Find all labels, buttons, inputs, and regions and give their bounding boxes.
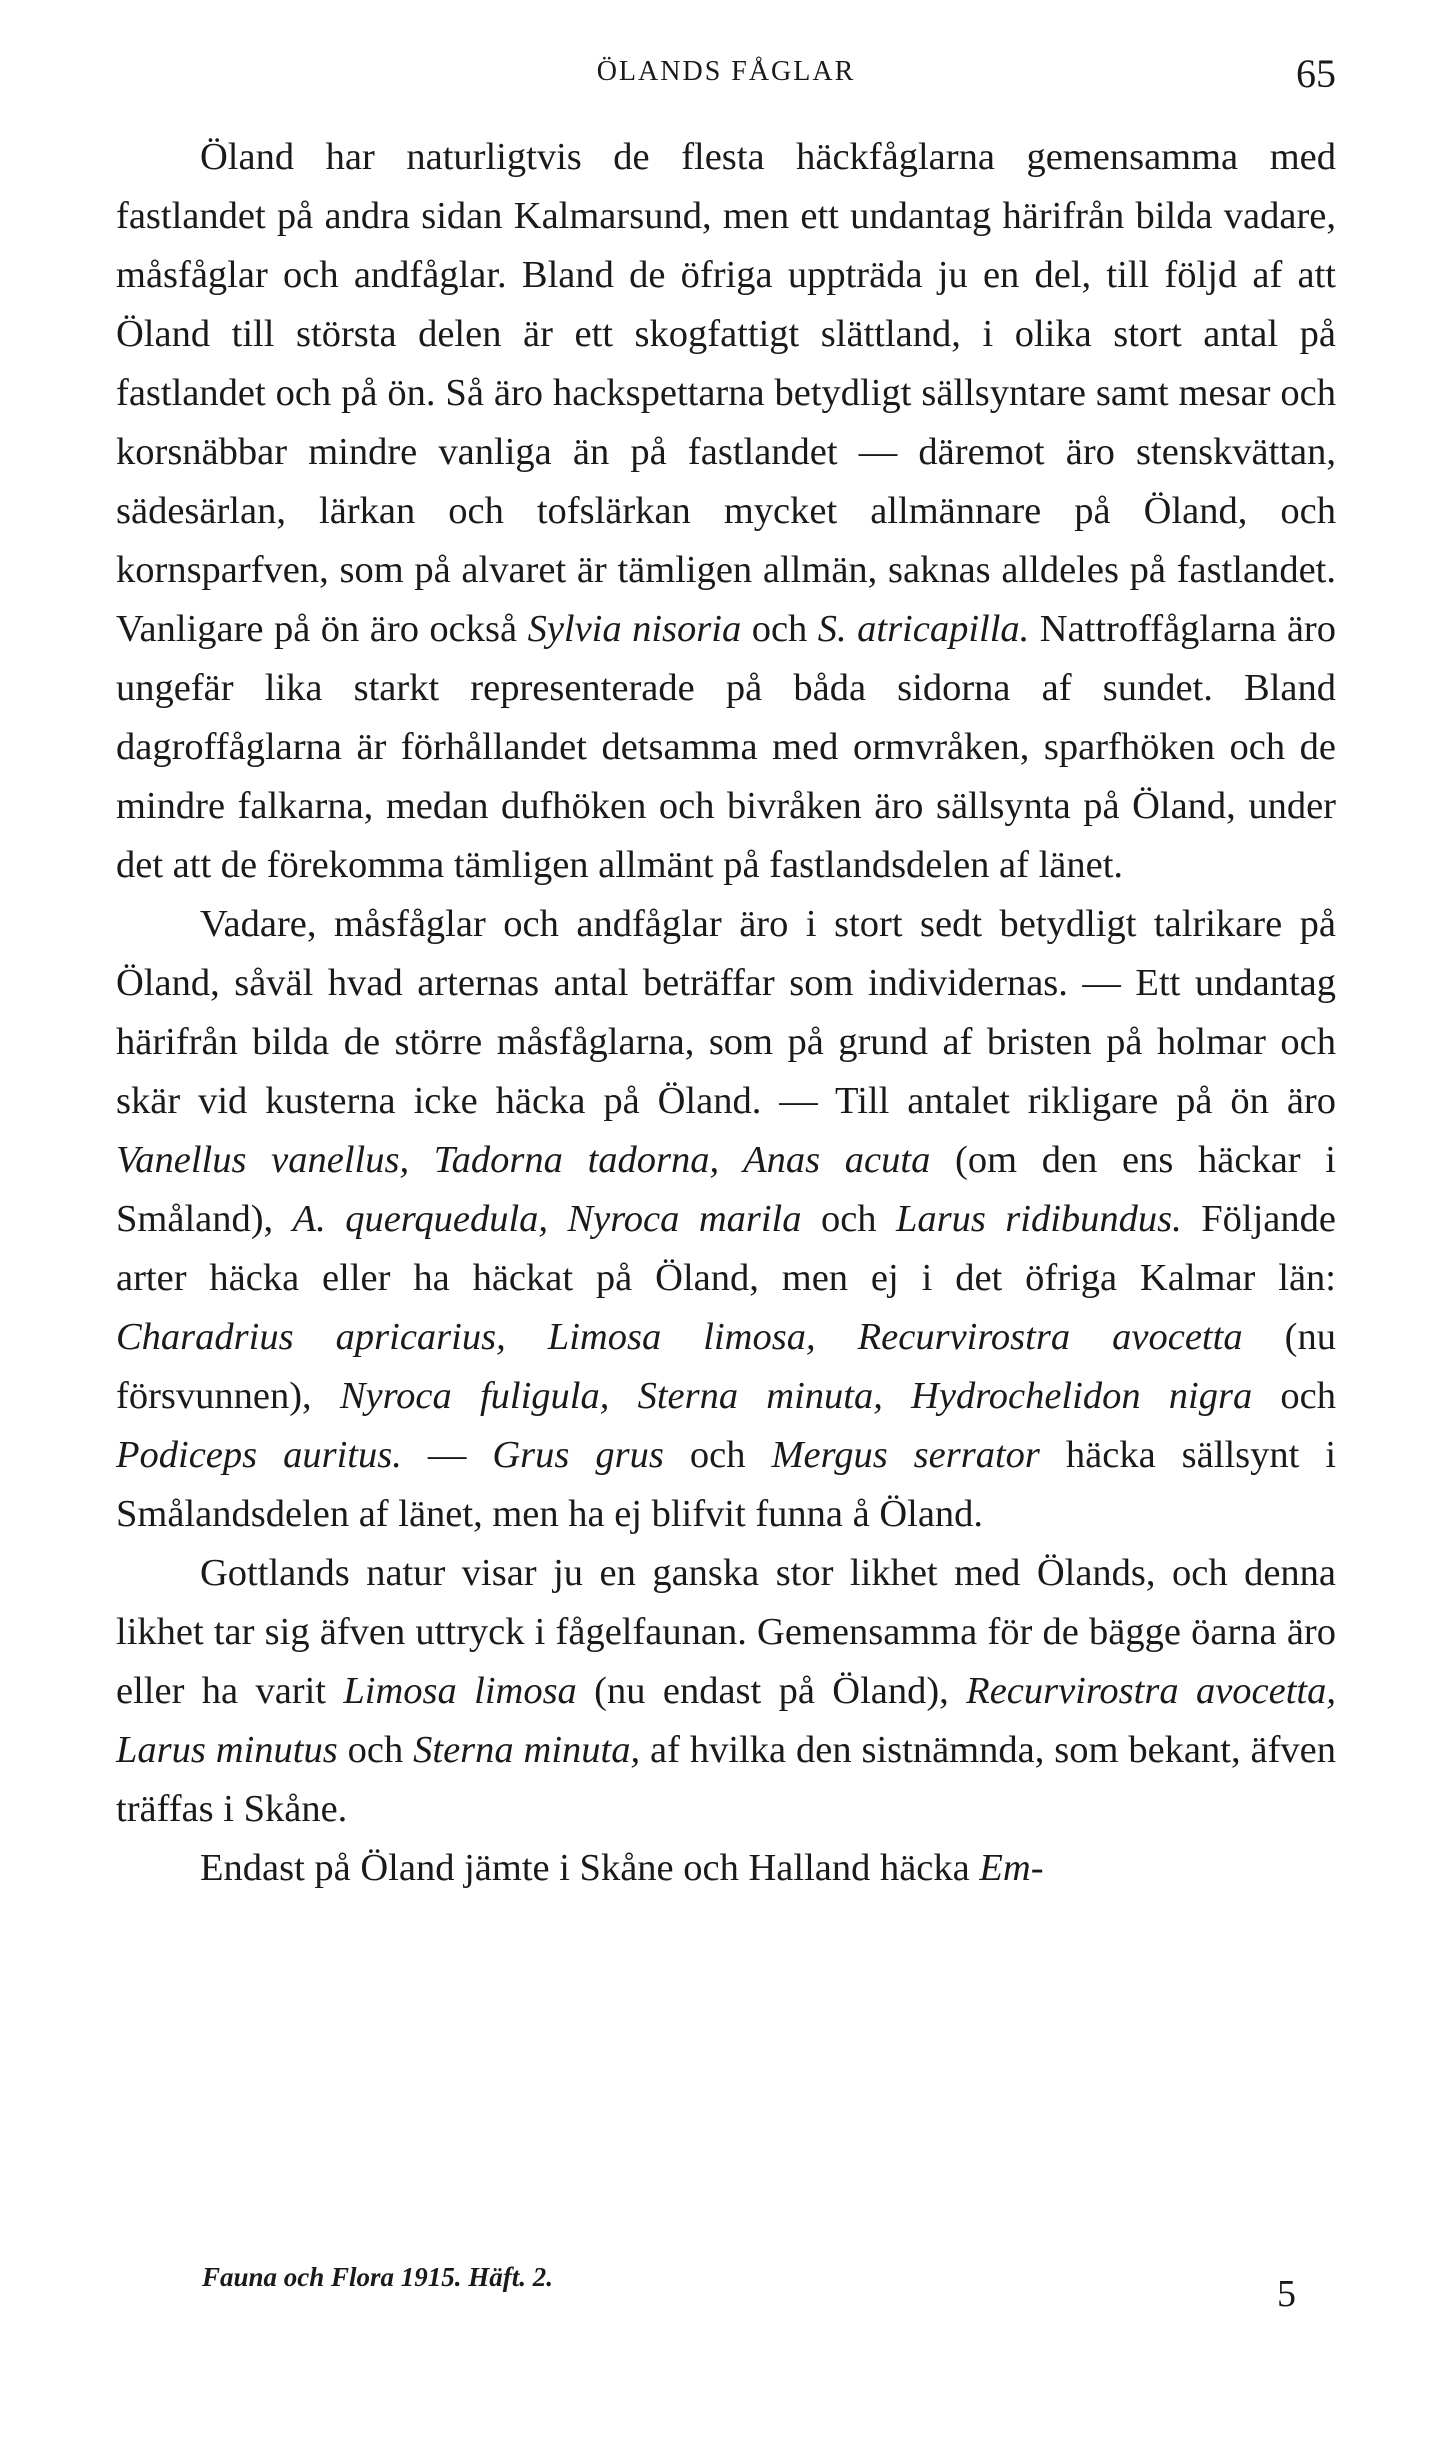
text-run: Öland har naturligtvis de flesta häckfåglarna gemensamma med fastlandet på andra sidan Kalmarsund, men ett undantag härifrån bilda vadare, måsfåglar och andfåglar. Bland de öfriga uppträda ju en del, till följd af att Öland till största delen är ett skogfattigt slättland, i olika stort antal på fastlandet och på ön. Så äro hackspettarna betydligt sällsyntare samt mesar och korsnäbbar mindre vanliga än på fastlandet — däremot äro stenskvättan, sädesärlan, lärkan och tofslärkan mycket allmännare på Öland, och kornsparfven, som på alvaret är tämligen allmän, saknas alldeles på fastlandet. Vanligare på ön äro också: [116, 136, 1336, 650]
paragraph: [116, 1839, 1336, 1898]
species-name: A. querquedula, Nyroca marila: [292, 1198, 802, 1240]
species-name: Mergus serrator: [771, 1434, 1040, 1476]
text-run: och: [1252, 1375, 1336, 1417]
text-run: och: [741, 608, 818, 650]
species-name: Grus grus: [492, 1434, 664, 1476]
paragraph: [116, 1544, 1336, 1839]
text-run: Nattroffåglarna äro ungefär lika starkt representerade på båda sidorna af sundet. Bland dagroffåglarna är förhållandet detsamma med ormvråken, sparfhöken och de mindre falkarna, medan dufhöken och bivråken äro sällsynta på Öland, under det att de förekomma tämligen allmänt på fastlandsdelen af länet.: [116, 608, 1336, 886]
running-head: [116, 51, 1336, 96]
footer-source: Fauna och Flora 1915. Häft. 2.: [202, 2262, 554, 2292]
species-name: Em-: [979, 1847, 1044, 1889]
text-run: (om den ens häckar i Småland),: [116, 1139, 1336, 1240]
signature-mark: 5: [1277, 2273, 1296, 2315]
species-name: Limosa limosa: [343, 1670, 577, 1712]
running-title: ÖLANDS FÅGLAR: [596, 56, 856, 87]
species-name: Sylvia nisoria: [527, 608, 742, 650]
species-name: Charadrius apricarius, Limosa limosa, Recurvirostra avocetta: [116, 1316, 1243, 1358]
species-name: Larus ridibundus.: [895, 1198, 1182, 1240]
page-footer: [116, 2262, 1336, 2315]
text-run: af hvilka den sistnämnda, som bekant, äfven träffas i Skåne.: [116, 1729, 1336, 1830]
page-number: 65: [1296, 51, 1336, 96]
species-name: Recurvirostra avocetta, Larus minutus: [116, 1670, 1336, 1771]
species-name: Vanellus vanellus, Tadorna tadorna, Anas acuta: [116, 1139, 931, 1181]
species-name: Podiceps auritus.: [116, 1434, 402, 1476]
text-run: och: [337, 1729, 414, 1771]
text-run: Gottlands natur visar ju en ganska stor likhet med Ölands, och denna likhet tar sig äfven uttryck i fågelfaunan. Gemensamma för de bägge öarna äro eller ha varit: [116, 1552, 1336, 1712]
species-name: Nyroca fuligula, Sterna minuta, Hydrochelidon nigra: [339, 1375, 1253, 1417]
text-run: och: [801, 1198, 896, 1240]
body-text: [116, 128, 1336, 1898]
paragraph: [116, 128, 1336, 895]
species-name: S. atricapilla.: [817, 608, 1030, 650]
text-run: häcka sällsynt i Smålandsdelen af länet, men ha ej blifvit funna å Öland.: [116, 1434, 1337, 1535]
text-run: (nu endast på Öland),: [576, 1670, 967, 1712]
species-name: Sterna minuta,: [413, 1729, 641, 1771]
text-run: Endast på Öland jämte i Skåne och Halland häcka: [200, 1847, 980, 1889]
text-run: Följande arter häcka eller ha häckat på Öland, men ej i det öfriga Kalmar län:: [116, 1198, 1336, 1299]
text-run: och: [663, 1434, 772, 1476]
paragraph: [116, 895, 1336, 1544]
text-run: Vadare, måsfåglar och andfåglar äro i stort sedt betydligt talrikare på Öland, såväl hvad arternas antal beträffar som individernas. — Ett undantag härifrån bilda de större måsfåglarna, som på grund af bristen på holmar och skär vid kusterna icke häcka på Öland. — Till antalet rikligare på ön äro: [116, 903, 1336, 1122]
text-run: —: [401, 1434, 493, 1476]
text-run: (nu försvunnen),: [116, 1316, 1336, 1417]
